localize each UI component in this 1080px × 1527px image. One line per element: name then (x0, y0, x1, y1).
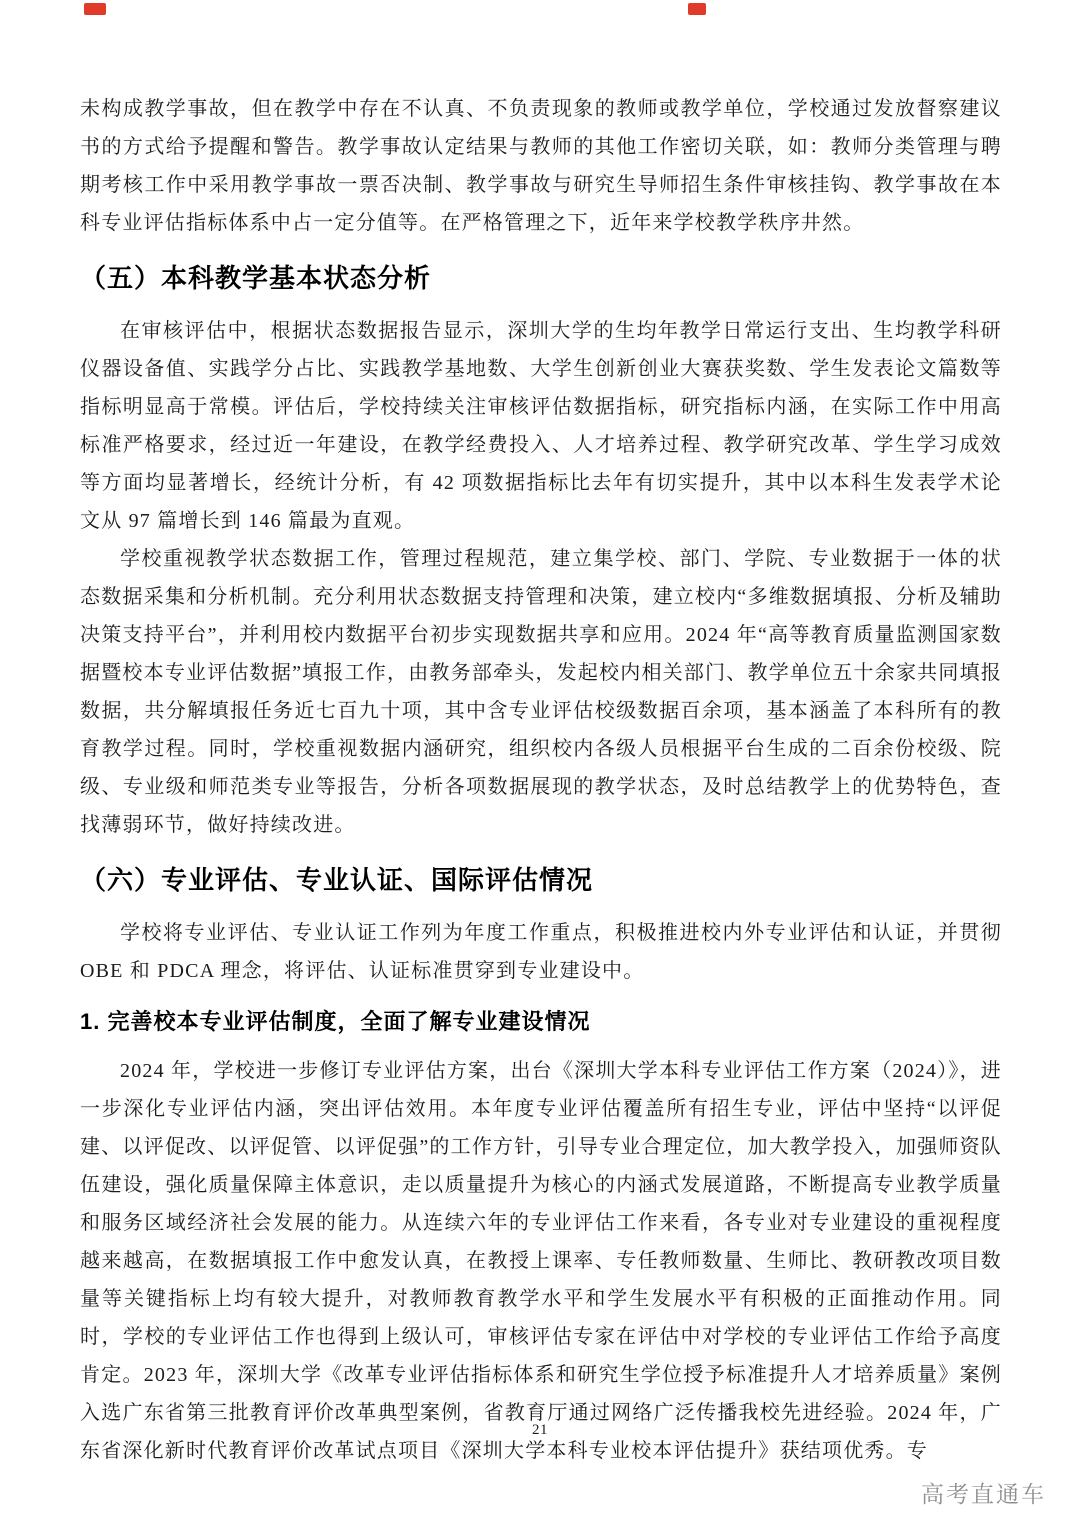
section6-subheading-1: 1. 完善校本专业评估制度，全面了解专业建设情况 (80, 1009, 591, 1034)
section6-sub1-paragraph-1: 2024 年，学校进一步修订专业评估方案，出台《深圳大学本科专业评估工作方案（2024）》，进一步深化专业评估内涵，突出评估效用。本年度专业评估覆盖所有招生专业，评估中坚持“以评促建、以评促改、以评促管、以评促强”的工作方针，引导专业合理定位，加大教学投入，加强师资队伍建设，强化质量保障主体意识，走以质量提升为核心的内涵式发展道路，不断提高专业教学质量和服务区域经济社会发展的能力。从连续六年的专业评估工作来看，各专业对专业建设的重视程度越来越高，在数据填报工作中愈发认真，在教授上课率、专任教师数量、生师比、教研教改项目数量等关键指标上均有较大提升，对教师教育教学水平和学生发展水平有积极的正面推动作用。同时，学校的专业评估工作也得到上级认可，审核评估专家在评估中对学校的专业评估工作给予高度肯定。2023 年，深圳大学《改革专业评估指标体系和研究生学位授予标准提升人才培养质量》案例入选广东省第三批教育评价改革典型案例，省教育厅通过网络广泛传播我校先进经验。2024 年，广东省深化新时代教育评价改革试点项目《深圳大学本科专业校本评估提升》获结项优秀。专 (80, 1060, 1002, 1462)
continued-paragraph: 未构成教学事故，但在教学中存在不认真、不负责现象的教师或教学单位，学校通过发放督察建议书的方式给予提醒和警告。教学事故认定结果与教师的其他工作密切关联，如：教师分类管理与聘期考核工作中采用教学事故一票否决制、教学事故与研究生导师招生条件审核挂钩、教学事故在本科专业评估指标体系中占一定分值等。在严格管理之下，近年来学校教学秩序井然。 (80, 98, 1002, 234)
section5-paragraph-1: 在审核评估中，根据状态数据报告显示，深圳大学的生均年教学日常运行支出、生均教学科研仪器设备值、实践学分占比、实践教学基地数、大学生创新创业大赛获奖数、学生发表论文篇数等指标明显高于常模。评估后，学校持续关注审核评估数据指标，研究指标内涵，在实际工作中用高标准严格要求，经过近一年建设，在教学经费投入、人才培养过程、教学研究改革、学生学习成效等方面均显著增长，经统计分析，有 42 项数据指标比去年有切实提升，其中以本科生发表学术论文从 97 篇增长到 146 篇最为直观。 (80, 320, 1002, 532)
red-header-artifact-left (84, 3, 106, 15)
section5-paragraph-2: 学校重视教学状态数据工作，管理过程规范，建立集学校、部门、学院、专业数据于一体的状态数据采集和分析机制。充分利用状态数据支持管理和决策，建立校内“多维数据填报、分析及辅助决策支持平台”，并利用校内数据平台初步实现数据共享和应用。2024 年“高等教育质量监测国家数据暨校本专业评估数据”填报工作，由教务部牵头，发起校内相关部门、教学单位五十余家共同填报数据，共分解填报任务近七百九十项，其中含专业评估校级数据百余项，基本涵盖了本科所有的教育教学过程。同时，学校重视数据内涵研究，组织校内各级人员根据平台生成的二百余份校级、院级、专业级和师范类专业等报告，分析各项数据展现的教学状态，及时总结教学上的优势特色，查找薄弱环节，做好持续改进。 (80, 548, 1002, 836)
section6-heading: （六）专业评估、专业认证、国际评估情况 (80, 865, 594, 895)
section5-heading: （五）本科教学基本状态分析 (80, 263, 432, 293)
page-number: 21 (532, 1422, 548, 1438)
section6-paragraph-1: 学校将专业评估、专业认证工作列为年度工作重点，积极推进校内外专业评估和认证，并贯彻 OBE 和 PDCA 理念，将评估、认证标准贯穿到专业建设中。 (80, 922, 1002, 982)
watermark-text: 高考直通车 (921, 1481, 1046, 1507)
page-content (80, 90, 1002, 1470)
red-header-artifact-mid (688, 3, 706, 15)
